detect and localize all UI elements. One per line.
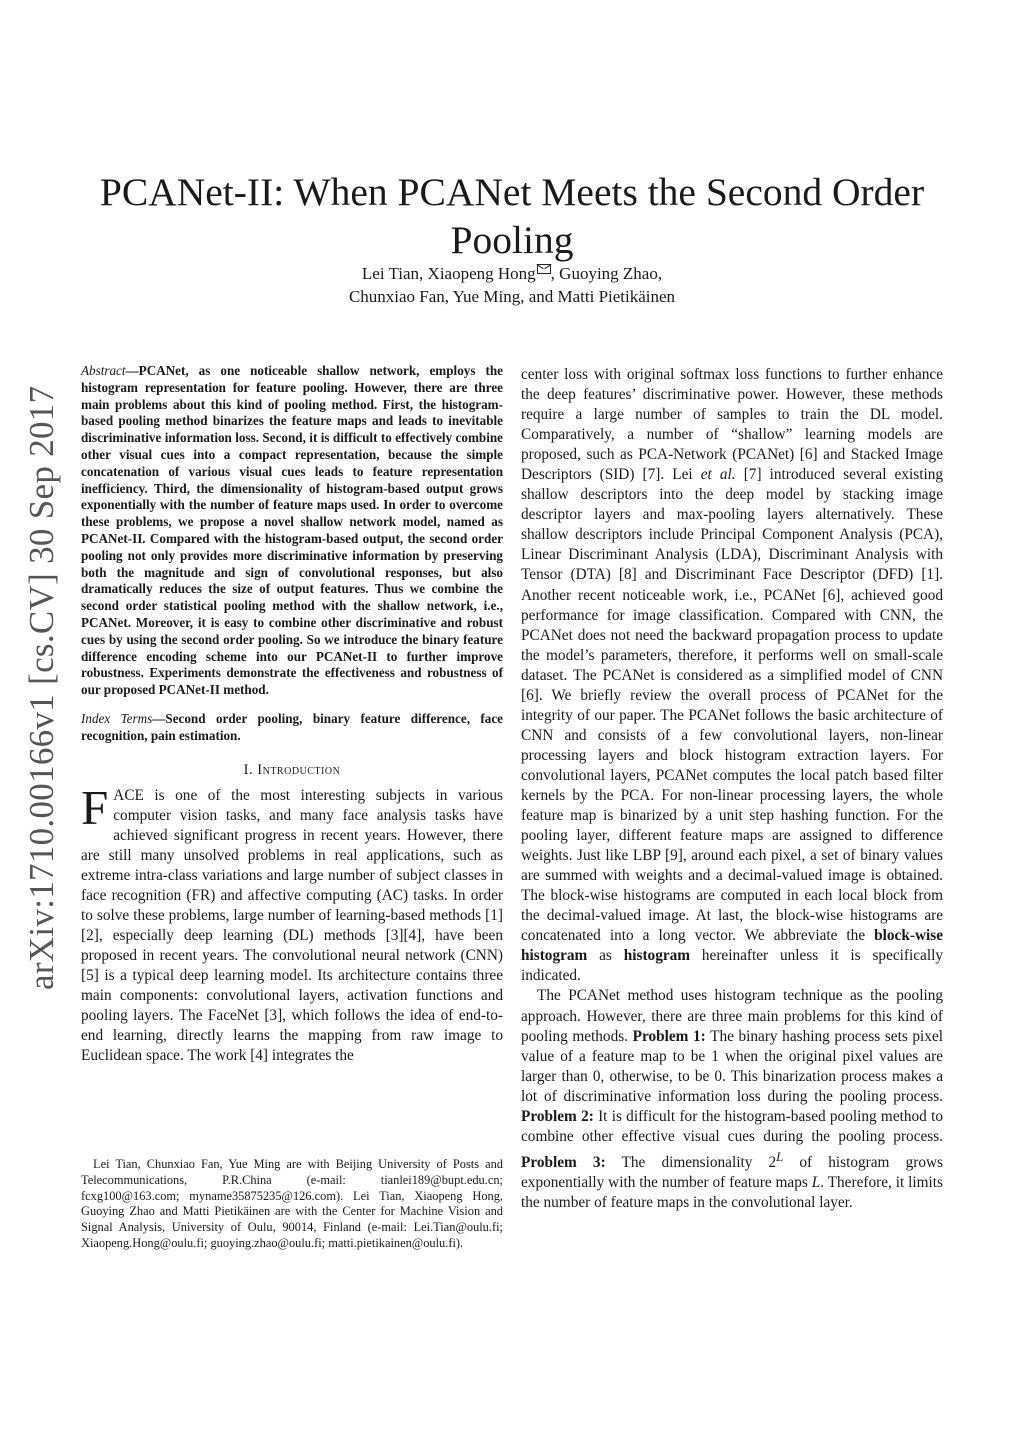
problem-3-label: Problem 3:: [521, 1153, 606, 1171]
paper-title: PCANet-II: When PCANet Meets the Second Order Pooling: [99, 170, 925, 263]
abstract: [81, 363, 503, 699]
index-terms: [81, 711, 503, 745]
index-terms-label: Index Terms: [81, 710, 153, 726]
math-2-power-L: $2^L$: [768, 1149, 784, 1171]
problem-1-label: Problem 1:: [632, 1027, 706, 1045]
index-terms-text: —Second order pooling, binary feature difference, face recognition, pain estimation.: [81, 710, 503, 743]
drop-cap: F: [81, 779, 109, 835]
arxiv-sidebar-stamp: arXiv:1710.00166v1 [cs.CV] 30 Sep 2017: [22, 385, 61, 990]
author-line-2: Chunxiao Fan, Yue Ming, and Matti Pietikäinen: [348, 287, 676, 306]
author-affiliation-footnote: Lei Tian, Chunxiao Fan, Yue Ming are with Beijing University of Posts and Telecommunications, P.R.China (e-mail: tianlei189@bupt.edu.cn; fcxg100@163.com; myname35875235@126.com). Lei Tian, Xiaopeng Hong, Guoying Zhao and Matti Pietikäinen are with the Center for Machine Vision and Signal Analysis, University of Oulu, 90014, Finland (e-mail: Lei.Tian@oulu.fi; Xiaopeng.Hong@oulu.fi; guoying.zhao@oulu.fi; matti.pietikainen@oulu.fi).: [81, 1157, 503, 1250]
author-list: [150, 262, 874, 308]
intro-paragraph: FACE is one of the most interesting subjects in various computer vision tasks, and many face analysis tasks have achieved significant progress in recent years. However, there are still many unsolved problems in real applications, such as extreme intra-class variations and large number of subject classes in face recognition (FR) and affective computing (AC) tasks. In order to solve these problems, large number of learning-based methods [1][2], especially deep learning (DL) methods [3][4], have been proposed in recent years. The convolutional neural network (CNN) [5] is a typical deep learning model. Its architecture contains three main components: convolutional layers, activation functions and pooling layers. The FaceNet [3], which follows the idea of end-to-end learning, directly learns the mapping from raw image to Euclidean space. The work [4] integrates the: [81, 779, 503, 1065]
right-paragraph-1: center loss with original softmax loss functions to further enhance the deep features’ discriminative power. However, these methods require a large number of samples to train the DL model. Comparatively, a number of “shallow” learning models are proposed, such as PCA-Network (PCANet) [6] and Stacked Image Descriptors (SID) [7]. Lei et al. [7] introduced several existing shallow descriptors into the deep model by stacking image descriptor layers and max-pooling layers alternatively. These shallow descriptors include Principal Component Analysis (PCA), Linear Discriminant Analysis (LDA), Discriminant Analysis with Tensor (DTA) [8] and Discriminant Face Descriptor (DFD) [1]. Another recent noticeable work, i.e., PCANet [6], achieved good performance for image classification. Compared with CNN, the PCANet does not need the backward propagation process to update the model’s parameters, therefore, it performs well on small-scale dataset. The PCANet is considered as a simplified model of CNN [6]. We briefly review the overall process of PCANet for the integrity of our paper. The PCANet follows the basic architecture of CNN and consists of a few convolutional layers, non-linear processing layers and block histogram extraction layers. For convolutional layers, PCANet computes the local patch based filter kernels by the PCA. For non-linear processing layers, the whole feature map is binarized by a unit step hashing function. For the pooling layer, different feature maps are assigned to difference weights. Just like LBP [9], around each pixel, a set of binary values are summed with weights and a decimal-valued image is obtained. The block-wise histograms are computed in each local block from the decimal-valued image. At last, the block-wise histograms are concatenated into a long vector. We abbreviate the block-wise histogram as histogram hereinafter unless it is specifically indicated.: [521, 366, 943, 985]
section-heading-introduction: I. Introduction: [243, 761, 341, 778]
abstract-label: Abstract: [81, 363, 126, 378]
left-column: [81, 363, 503, 1066]
math-L: L: [811, 1173, 821, 1191]
problem-2-label: Problem 2:: [521, 1107, 594, 1125]
right-paragraph-2: The PCANet method uses histogram technique as the pooling approach. However, there are three main problems for this kind of pooling methods. Problem 1: The binary hashing process sets pixel value of a feature map to be 1 when the original pixel values are larger than 0, otherwise, to be 0. This binarization process makes a lot of discriminative information loss during the pooling process. Problem 2: It is difficult for the histogram-based pooling method to combine other effective visual cues during the pooling process. Problem 3: The dimensionality $2^L$ of histogram grows exponentially with the number of feature maps L. Therefore, it limits the number of feature maps in the convolutional layer.: [521, 987, 943, 1212]
envelope-icon: [537, 264, 551, 274]
right-column: [521, 365, 943, 1213]
author-line-1: Lei Tian, Xiaopeng Hong , Guoying Zhao,: [361, 264, 663, 283]
abstract-text: —PCANet, as one noticeable shallow network, employs the histogram representation for feature pooling. However, there are three main problems about this kind of pooling method. First, the histogram-based pooling method binarizes the feature maps and leads to inevitable discriminative information loss. Second, it is difficult to effectively combine other visual cues into a compact representation, because the simple concatenation of various visual cues leads to feature representation inefficiency. Third, the dimensionality of histogram-based output grows exponentially with the number of feature maps used. In order to overcome these problems, we propose a novel shallow network model, named as PCANet-II. Compared with the histogram-based output, the second order pooling not only provides more discriminative information by preserving both the magnitude and sign of convolutional responses, but also dramatically reduces the size of output features. Thus we combine the second order statistical pooling method with the shallow network, i.e., PCANet. Moreover, it is easy to combine other discriminative and robust cues by using the second order pooling. So we introduce the binary feature difference encoding scheme into our PCANet-II to further improve robustness. Experiments demonstrate the effectiveness and robustness of our proposed PCANet-II method.: [81, 363, 503, 698]
